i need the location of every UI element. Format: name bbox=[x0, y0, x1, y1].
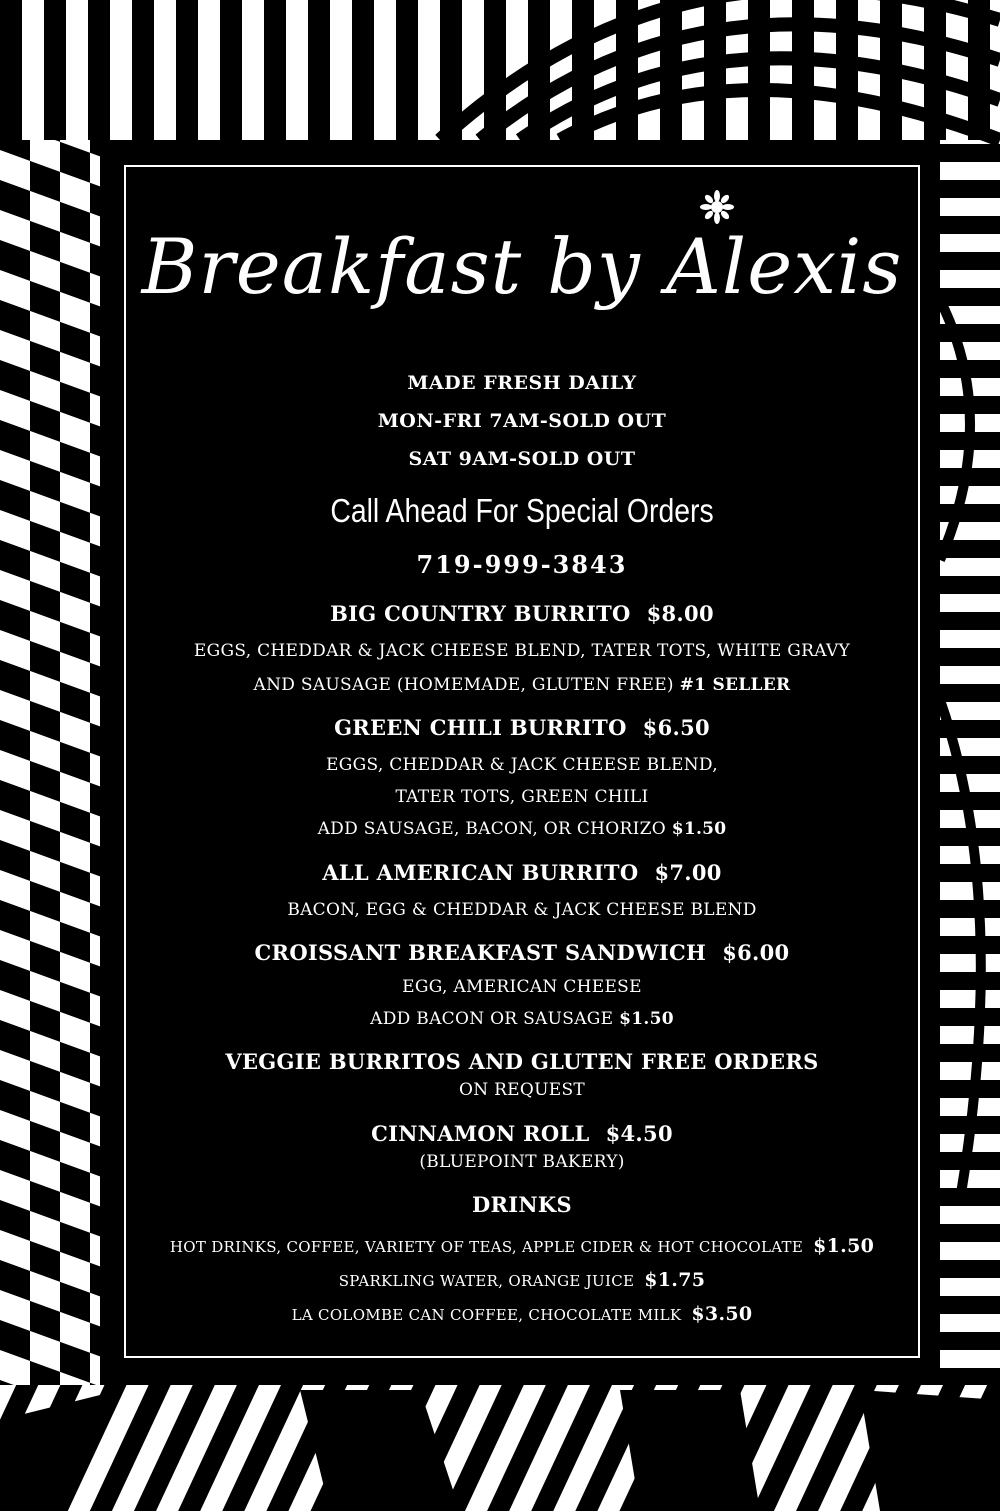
drinks-heading: DRINKS bbox=[472, 1192, 572, 1217]
item-name: GREEN CHILI BURRITO bbox=[334, 715, 627, 740]
call-ahead-note: Call Ahead For Special Orders bbox=[330, 492, 714, 529]
drink-price: $3.50 bbox=[691, 1303, 753, 1325]
item-all-american-burrito bbox=[126, 860, 918, 885]
best-seller-badge: #1 SELLER bbox=[679, 675, 791, 695]
item-description: TATER TOTS, GREEN CHILI bbox=[395, 787, 649, 807]
item-veggie-gluten-free: VEGGIE BURRITOS AND GLUTEN FREE ORDERS bbox=[225, 1049, 819, 1074]
item-price: $8.00 bbox=[646, 601, 714, 626]
item-description: EGG, AMERICAN CHEESE bbox=[402, 977, 642, 997]
made-fresh-daily: MADE FRESH DAILY bbox=[407, 372, 637, 394]
addon-price: $1.50 bbox=[671, 819, 727, 839]
drink-name: SPARKLING WATER, ORANGE JUICE bbox=[338, 1272, 635, 1290]
item-addon: ADD BACON OR SAUSAGE $1.50 bbox=[370, 1009, 674, 1029]
item-green-chili-burrito bbox=[126, 715, 918, 740]
item-name: BIG COUNTRY BURRITO bbox=[330, 601, 631, 626]
item-cinnamon-roll bbox=[126, 1121, 918, 1146]
drink-price: $1.75 bbox=[644, 1269, 706, 1291]
item-description: AND SAUSAGE (HOMEMADE, GLUTEN FREE) #1 SELLER bbox=[253, 675, 791, 695]
phone-number: 719-999-3843 bbox=[416, 550, 628, 579]
hours-weekday: MON-FRI 7AM-SOLD OUT bbox=[377, 410, 667, 432]
item-name: CINNAMON ROLL bbox=[371, 1121, 590, 1146]
item-price: $4.50 bbox=[605, 1121, 673, 1146]
drink-price: $1.50 bbox=[813, 1235, 875, 1257]
item-description: EGGS, CHEDDAR & JACK CHEESE BLEND, bbox=[326, 755, 718, 775]
item-description: (BLUEPOINT BAKERY) bbox=[419, 1152, 625, 1172]
item-price: $6.00 bbox=[722, 940, 790, 965]
hours-saturday: SAT 9AM-SOLD OUT bbox=[408, 448, 636, 470]
item-name: ALL AMERICAN BURRITO bbox=[322, 860, 639, 885]
item-addon: ADD SAUSAGE, BACON, OR CHORIZO $1.50 bbox=[317, 819, 727, 839]
drink-row bbox=[126, 1235, 918, 1257]
drink-name: LA COLOMBE CAN COFFEE, CHOCOLATE MILK bbox=[291, 1306, 682, 1324]
drink-row bbox=[126, 1303, 918, 1325]
item-description: BACON, EGG & CHEDDAR & JACK CHEESE BLEND bbox=[287, 900, 757, 920]
drink-name: HOT DRINKS, COFFEE, VARIETY OF TEAS, APPLE CIDER & HOT CHOCOLATE bbox=[169, 1238, 804, 1256]
item-croissant-breakfast-sandwich bbox=[126, 940, 918, 965]
item-big-country-burrito bbox=[126, 601, 918, 626]
item-name: CROISSANT BREAKFAST SANDWICH bbox=[254, 940, 707, 965]
item-price: $6.50 bbox=[642, 715, 710, 740]
menu-title: Breakfast by Alexis bbox=[141, 222, 903, 311]
menu-content bbox=[126, 167, 918, 1356]
item-description: ON REQUEST bbox=[458, 1080, 586, 1100]
drink-row bbox=[126, 1269, 918, 1291]
item-price: $7.00 bbox=[654, 860, 722, 885]
addon-price: $1.50 bbox=[619, 1009, 674, 1029]
item-description: EGGS, CHEDDAR & JACK CHEESE BLEND, TATER TOTS, WHITE GRAVY bbox=[193, 641, 851, 661]
